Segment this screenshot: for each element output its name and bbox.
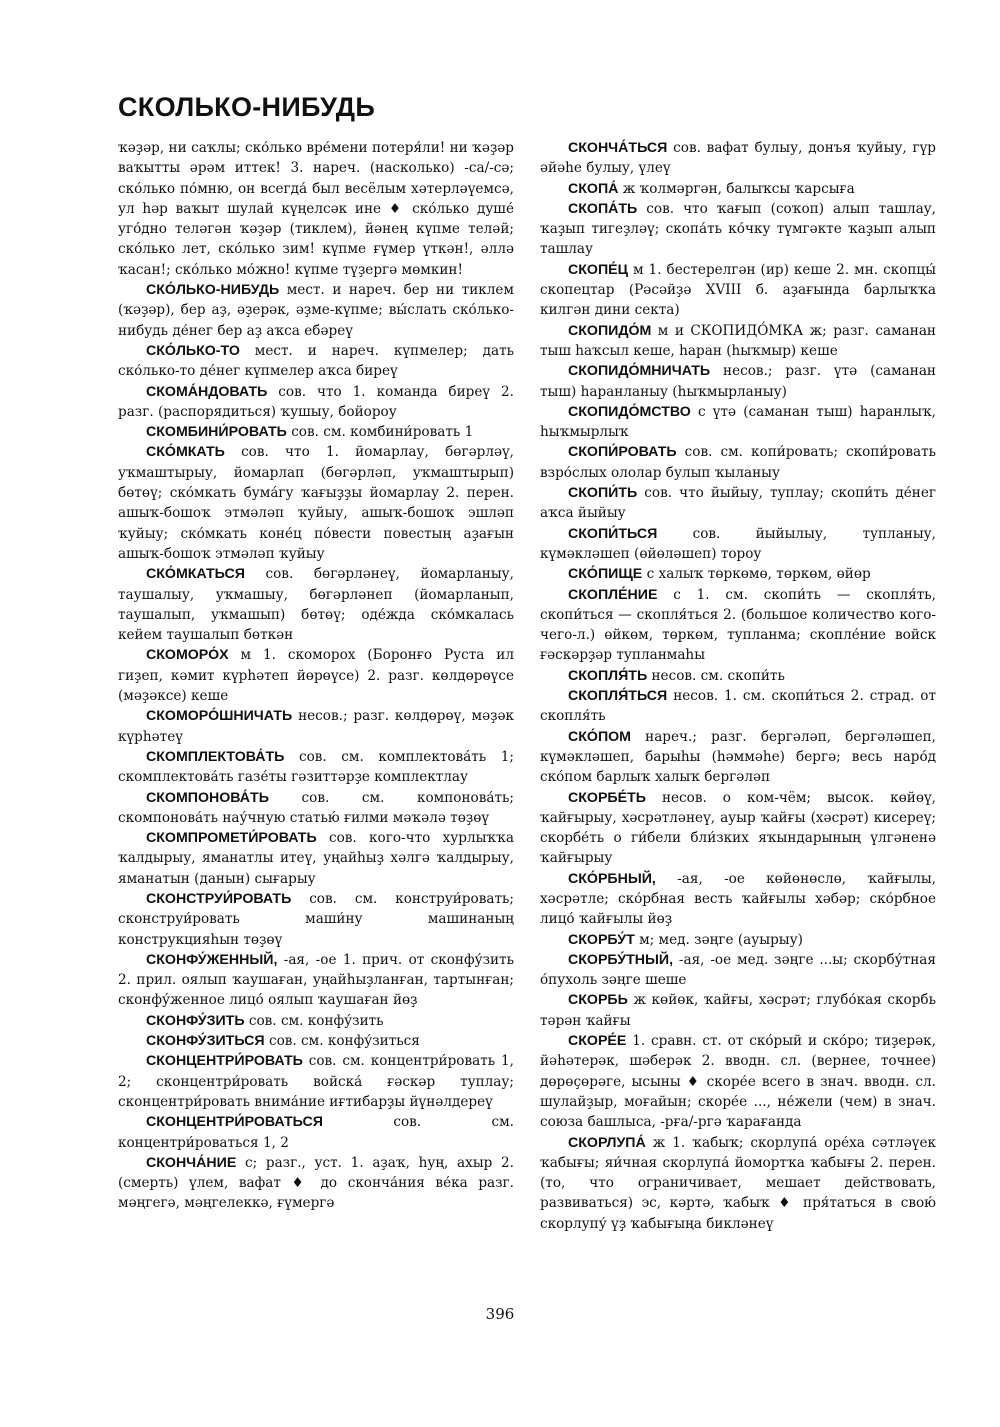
entry-headword: СКОПИ́ТЬ: [568, 485, 638, 502]
entry-headword: СКОПИ́РОВАТЬ: [568, 444, 677, 461]
entry-headword: СКО́МКАТЬ: [146, 444, 225, 461]
entry-headword: СКОМПОНОВА́ТЬ: [146, 789, 269, 806]
entry-definition: м 1. скоморох (Боронғо Руста ил гиҙеп, кәмит күрһәтеп йөрөүсе) 2. разг. көлдөрөүсе (мәҙәксе) кеше: [118, 647, 514, 705]
dictionary-entry: [118, 382, 514, 423]
entry-headword: СКОНЧА́НИЕ: [146, 1154, 237, 1171]
entry-definition: сов. см. комплектова́ть 1; скомплектова́ть газе́ты гәзиттәрҙе комплектлау: [118, 748, 514, 786]
entry-headword: СКОПИДО́МСТВО: [568, 403, 691, 420]
entry-definition: сов. см. конфу́зиться: [268, 1033, 420, 1050]
entry-headword: СКОМА́НДОВАТЬ: [146, 383, 268, 400]
dictionary-entry: [118, 1153, 514, 1214]
dictionary-entry: [540, 930, 936, 950]
dictionary-entry: [118, 889, 514, 950]
dictionary-entry: [118, 1031, 514, 1051]
dictionary-entry: [118, 1011, 514, 1031]
page-number: 396: [485, 1305, 515, 1323]
running-head: СКОЛЬКО-НИБУДЬ: [118, 92, 376, 122]
entry-headword: СКО́ЛЬКО-НИБУДЬ: [146, 282, 280, 299]
entry-headword: СКОНФУ́ЗИТЬ: [146, 1012, 245, 1029]
entry-headword: СКОПЕ́Ц: [568, 261, 628, 278]
dictionary-entry: [540, 788, 936, 869]
dictionary-entry: [118, 564, 514, 645]
dictionary-entry: [540, 686, 936, 727]
entry-definition: -ая, -ое 1. прич. от сконфу́зить 2. прил. оялып ҡаушаған, уңайһыҙланған, тартынған; сконфу́женное лицо́ оялып ҡаушаған йөҙ: [118, 951, 515, 1009]
entry-definition: сов. бөгәрләнеү, йомарланыу, таушалыу, уҡмашыу, бөгәрләнеп (йомарланып, таушалып, уҡмашып) бөтөү; оде́жда ско́мкалась кейем таушалып бөткән: [118, 566, 514, 644]
entry-definition: м 1. бестерелгән (ир) кеше 2. мн. скопцы́ скопецтар (Рәсәйҙә XVIII б. аҙағында барлыҡҡа килгән дини секта): [540, 261, 936, 319]
entry-headword: СКОПИДО́МНИЧАТЬ: [568, 363, 711, 380]
dictionary-entry: [118, 1051, 514, 1112]
entry-definition: сов. см. комбини́ровать 1: [291, 424, 474, 441]
dictionary-entry: [540, 199, 936, 260]
entry-definition: -ая, -ое мед. зәңге ...ы; скорбу́тная о́пухоль зәңге шеше: [540, 951, 936, 989]
entry-definition: несов. см. скопи́ть: [651, 667, 785, 684]
dictionary-entry: [540, 950, 936, 991]
entry-definition: сов. что йыйыу, туплау; скопи́ть де́нег аҡса йыйыу: [540, 485, 936, 522]
entry-definition: -ая, -ое көйөнөслө, ҡайғылы, хәсрәтле; ско́рбная весть ҡайғылы хәбәр; ско́рбное лицо́ ҡайғылы йөҙ: [540, 870, 936, 928]
entry-headword: СКОРБЕ́ТЬ: [568, 789, 646, 806]
dictionary-entry: [118, 747, 514, 788]
entry-definition: м и СКОПИДО́МКА ж; разг. саманан тыш һаҡсыл кеше, һаран (һыҡмыр) кеше: [540, 322, 936, 359]
entry-headword: СКО́ЛЬКО-ТО: [146, 342, 240, 359]
entry-definition: с 1. см. скопи́ть — скопля́ть, скопи́ться — скопля́ться 2. (большое количество кого-чего-л.) өйкөм, төркөм, тупланма; скопле́ние войск ғәскәрҙәр тупланмаһы: [540, 586, 937, 664]
left-column: [118, 138, 514, 1214]
entry-headword: СКО́ПОМ: [568, 728, 631, 745]
entry-definition: сов. см. копи́ровать; скопи́ровать взро́слых ололар булып ҡыланыу: [540, 444, 937, 481]
entry-headword: СКОРБЬ: [568, 992, 628, 1009]
entry-headword: СКОПЛЯ́ТЬ: [568, 667, 648, 684]
entry-definition: 1. сравн. ст. от ско́рый и ско́ро; тиҙерәк, йәһәтерәк, шәберәк 2. вводн. сл. (вернее, точнее) дөрөҫөрәге, ысыны ♦ скоре́е всего в знач. вводн. сл. шулайҙыр, моғайын; скоре́е ..., не́жели (чем) в знач. союза башлыса, -рға/-ргә ҡарағанда: [540, 1033, 937, 1131]
entry-headword: СКОНФУ́ЖЕННЫЙ,: [146, 951, 278, 968]
dictionary-entry: [540, 1133, 936, 1234]
entry-headword: СКО́МКАТЬСЯ: [146, 566, 245, 583]
entry-headword: СКОПЛЕ́НИЕ: [568, 586, 658, 603]
dictionary-entry: [118, 788, 514, 829]
entry-headword: СКОПИДО́М: [568, 322, 652, 339]
dictionary-entry: [540, 990, 936, 1031]
entry-definition: с; разг., уст. 1. аҙаҡ, һуң, ахыр 2. (смерть) үлем, вафат ♦ до сконча́ния ве́ка разг. мәңгегә, мәңгелеккә, ғүмергә: [118, 1154, 514, 1212]
entry-definition: ж 1. ҡабыҡ; скорлупа́ оре́ха сәтләүек ҡабығы; яи́чная скорлупа́ йомортҡа ҡабығы 2. перен. (то, что ограничивает, мешает действовать, развиваться) эс, кәртә, ҡабыҡ ♦ пря́таться в свою́ скорлупу́ үҙ ҡабығыңа бикләнеү: [540, 1134, 936, 1232]
entry-headword: СКОРБУ́ТНЫЙ,: [568, 951, 674, 968]
dictionary-entry: [118, 341, 514, 382]
entry-definition: м; мед. зәңге (ауырыу): [639, 931, 803, 948]
entry-headword: СКОНЧА́ТЬСЯ: [568, 140, 668, 156]
entry-definition: нареч.; разг. бергәләп, бергәләшеп, күмәкләшеп, барыһы (һәммәһе) бергә; весь наро́д ско́пом барлыҡ халыҡ бергәләп: [540, 728, 936, 786]
dictionary-entry: [540, 483, 936, 524]
dictionary-entry: [540, 869, 936, 930]
right-column: [540, 138, 936, 1234]
dictionary-entry: [540, 179, 936, 199]
entry-definition: сов. что ҡағып (соҡоп) алып ташлау, ҡаҙып тигеҙләү; скопа́ть ко́чку түмгәкте ҡаҙып алып ташлау: [540, 200, 937, 258]
entry-headword: СКОНЦЕНТРИ́РОВАТЬСЯ: [146, 1114, 323, 1131]
dictionary-entry: [118, 422, 514, 442]
entry-headword: СКОМБИНИ́РОВАТЬ: [146, 424, 287, 441]
entry-headword: СКОМОРО́Х: [146, 647, 229, 664]
entry-headword: СКОПЛЯ́ТЬСЯ: [568, 688, 668, 705]
entry-headword: СКОРЕ́Е: [568, 1033, 627, 1050]
dictionary-entry: [540, 666, 936, 686]
dictionary-entry: [118, 138, 514, 280]
entry-definition: сов. см. концентри́роваться 1, 2: [118, 1114, 514, 1151]
entry-definition: сов. йыйылыу, тупланыу, күмәкләшеп (өйөләшеп) тороу: [540, 525, 936, 562]
dictionary-entry: [118, 706, 514, 747]
dictionary-entry: [118, 645, 514, 706]
entry-definition: несов. о ком-чём; высок. көйөү, ҡайғырыу, хәсрәтләнеү, ауыр ҡайғы (хәсрәт) кисереү; скорбе́ть о ги́бели бли́зких яҡындарының үлгәненә ҡайғырыу: [540, 789, 937, 867]
entry-definition: с халыҡ төркөмө, төркөм, өйөр: [646, 566, 871, 583]
dictionary-entry: [118, 442, 514, 564]
entry-definition: несов.; разг. көлдөрөү, мәҙәк күрһәтеү: [118, 708, 514, 745]
entry-definition: несов.; разг. үтә (саманан тыш) һаранланыу (һыҡмырланыу): [540, 363, 936, 400]
entry-definition: ҡәҙәр, ни саҡлы; ско́лько вре́мени потеря́ли! ни ҡәҙәр ваҡытты әрәм иттек! 3. нареч. (насколько) -са/-сә; ско́лько по́мню, он всегда́ был весёлым хәтерләүемсә, ул һәр ваҡыт шулай күңелсәк ине ♦ ско́лько душе́ уго́дно теләгән ҡәҙәр (тиклем), йәнең күпме теләй; ско́лько лет, ско́лько зим! күпме ғүмер үткән!, әллә ҡасан!; ско́лько мо́жно! күпме түҙергә мөмкин!: [118, 140, 514, 278]
entry-headword: СКОНСТРУИ́РОВАТЬ: [146, 890, 292, 907]
entry-definition: сов. см. концентри́ровать 1, 2; сконцентри́ровать войска́ ғәскәр туплау; сконцентри́ровать внима́ние иғтибарҙы йүнәлдереү: [118, 1053, 514, 1110]
dictionary-entry: [540, 361, 936, 402]
entry-headword: СКОМПРОМЕТИ́РОВАТЬ: [146, 830, 317, 847]
entry-headword: СКОНЦЕНТРИ́РОВАТЬ: [146, 1053, 303, 1070]
entry-definition: сов. что 1. команда биреү 2. разг. (распорядиться) ҡушыу, бойороу: [118, 383, 514, 420]
entry-definition: сов. кого-что хурлыҡҡа ҡалдырыу, яманатлы итеү, уңайһыҙ хәлгә ҡалдырыу, яманатын (данын) сығарыу: [118, 830, 514, 887]
entry-definition: сов. вафат булыу, донъя ҡуйыу, гүр әйәһе булыу, үлеү: [540, 140, 937, 177]
dictionary-entry: [540, 402, 936, 443]
dictionary-entry: [118, 828, 514, 889]
entry-definition: с үтә (саманан тыш) һаранлыҡ, һыҡмырлыҡ: [540, 403, 937, 441]
dictionary-entry: [540, 564, 936, 584]
entry-definition: мест. и нареч. бер ни тиклем (ҡәҙәр), бер аҙ, әҙерәк, әҙме-күпме; вы́слать ско́лько-нибудь де́нег бер аҙ аҡса ебәреү: [118, 282, 514, 339]
entry-headword: СКОМОРО́ШНИЧАТЬ: [146, 708, 293, 725]
entry-definition: мест. и нареч. күпмелер; дать ско́лько-то де́нег күпмелер аҡса биреү: [118, 342, 514, 380]
entry-headword: СКОМПЛЕКТОВА́ТЬ: [146, 748, 285, 765]
entry-definition: сов. см. конструи́ровать; сконструи́ровать маши́ну машинаның конструкцияһын төҙөү: [118, 890, 515, 948]
entry-headword: СКОПИ́ТЬСЯ: [568, 525, 658, 542]
dictionary-entry: [540, 1031, 936, 1132]
entry-headword: СКОРЛУПА́: [568, 1134, 646, 1151]
entry-headword: СКОПА́ТЬ: [568, 200, 638, 217]
dictionary-entry: [540, 260, 936, 321]
entry-headword: СКОПА́: [568, 180, 619, 197]
entry-headword: СКО́РБНЫЙ,: [568, 870, 656, 887]
dictionary-entry: [540, 442, 936, 483]
dictionary-entry: [540, 138, 936, 179]
dictionary-entry: [540, 321, 936, 362]
entry-headword: СКОРБУ́Т: [568, 931, 635, 948]
entry-definition: сов. что 1. йомарлау, бөгәрләү, уҡмаштырыу, йомарлап (бөгәрләп, уҡмаштырып) бөтөү; ско́мкать бума́гу ҡағыҙҙы йомарлау 2. перен. ашыҡ-бошоҡ этмәләп ҡуйыу, ашыҡ-бошоҡ эшләп ҡуйыу; ско́мкать коне́ц по́вести повестың аҙағын ашыҡ-бошоҡ этмәләп ҡуйыу: [118, 444, 514, 562]
dictionary-entry: [540, 585, 936, 666]
entry-definition: сов. см. конфу́зить: [248, 1012, 384, 1029]
entry-headword: СКОНФУ́ЗИТЬСЯ: [146, 1033, 265, 1050]
entry-headword: СКО́ПИЩЕ: [568, 566, 643, 583]
dictionary-entry: [540, 727, 936, 788]
dictionary-entry: [540, 524, 936, 565]
entry-definition: ж көйөк, ҡайғы, хәсрәт; глубо́кая скорбь тәрән ҡайғы: [540, 992, 936, 1029]
entry-definition: сов. см. компонова́ть; скомпонова́ть нау́чную статью́ ғилми мәҡәлә төҙөү: [118, 789, 514, 826]
entry-definition: ж ҡолмәргән, балыҡсы ҡарсыға: [622, 180, 855, 197]
dictionary-entry: [118, 280, 514, 341]
dictionary-entry: [118, 950, 514, 1011]
entry-definition: несов. 1. см. скопи́ться 2. страд. от скопля́ть: [540, 688, 936, 725]
dictionary-entry: [118, 1112, 514, 1153]
